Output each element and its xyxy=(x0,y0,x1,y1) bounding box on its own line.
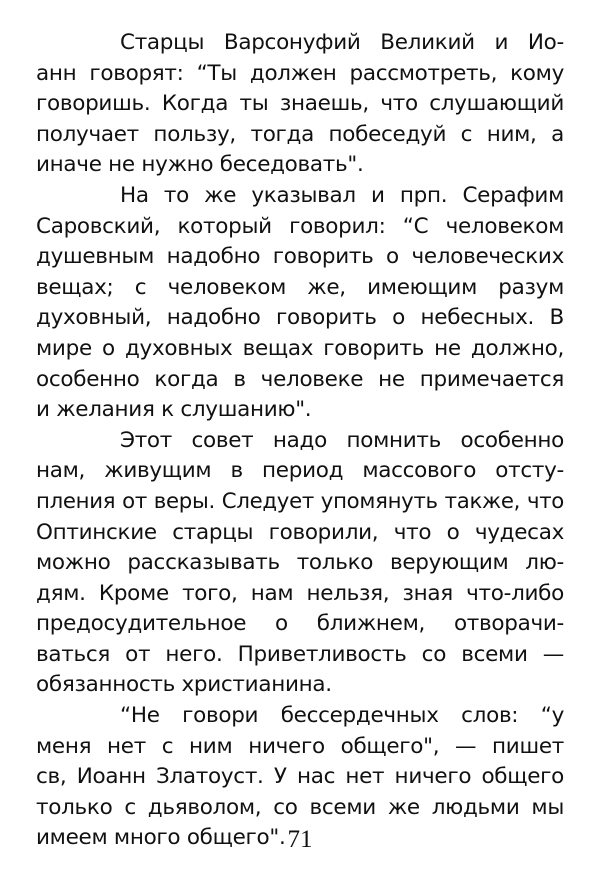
text-line: “Не говори бессердечных слов: “у xyxy=(120,703,564,729)
text-line: вещах; с человеком же, имеющим разум xyxy=(36,274,564,300)
text-line: На то же указывал и прп. Серафим xyxy=(120,182,564,208)
text-line: пления от веры. Следует упомянуть также, что xyxy=(36,488,564,514)
text-line: св, Иоанн Златоуст. У нас нет ничего общего xyxy=(36,764,564,790)
body-text xyxy=(36,28,564,854)
text-line: только с дьяволом, со всеми же людьми мы xyxy=(36,794,564,820)
text-line: иначе не нужно беседовать". xyxy=(36,152,364,178)
paragraph-1 xyxy=(36,28,564,181)
text-line: Оптинские старцы говорили, что о чудесах xyxy=(36,519,564,545)
text-line: можно рассказывать только верующим лю- xyxy=(36,550,564,576)
text-line: обязанность христианина. xyxy=(36,672,332,698)
text-line: Старцы Варсонуфий Великий и Ио- xyxy=(120,30,564,55)
text-line: имеем много общего". xyxy=(36,825,286,851)
text-line: мире о духовных вещах говорить не должно, xyxy=(36,335,564,361)
text-line: дям. Кроме того, нам нельзя, зная что-либо xyxy=(36,580,564,606)
page-number: 71 xyxy=(287,826,313,853)
text-line: говоришь. Когда ты знаешь, что слушающий xyxy=(36,91,564,117)
text-line: предосудительное о ближнем, отворачи- xyxy=(36,611,564,637)
text-line: Саровский, который говорил: “С человеком xyxy=(36,213,564,239)
paragraph-2 xyxy=(36,181,564,426)
text-line: душевным надобно говорить о человеческих xyxy=(36,244,564,270)
paragraph-3 xyxy=(36,426,564,701)
text-line: духовный, надобно говорить о небесных. В xyxy=(36,305,564,331)
text-line: меня нет с ним ничего общего", — пишет xyxy=(36,733,564,759)
text-line: получает пользу, тогда побеседуй с ним, а xyxy=(36,121,564,147)
text-line: анн говорят: “Ты должен рассмотреть, кому xyxy=(36,60,564,86)
text-line: нам, живущим в период массового отсту- xyxy=(36,458,564,484)
text-line: и желания к слушанию". xyxy=(36,397,312,423)
text-line: особенно когда в человеке не примечается xyxy=(36,366,564,392)
text-line: Этот совет надо помнить особенно xyxy=(120,427,564,453)
text-line: ваться от него. Приветливость со всеми — xyxy=(36,641,564,667)
